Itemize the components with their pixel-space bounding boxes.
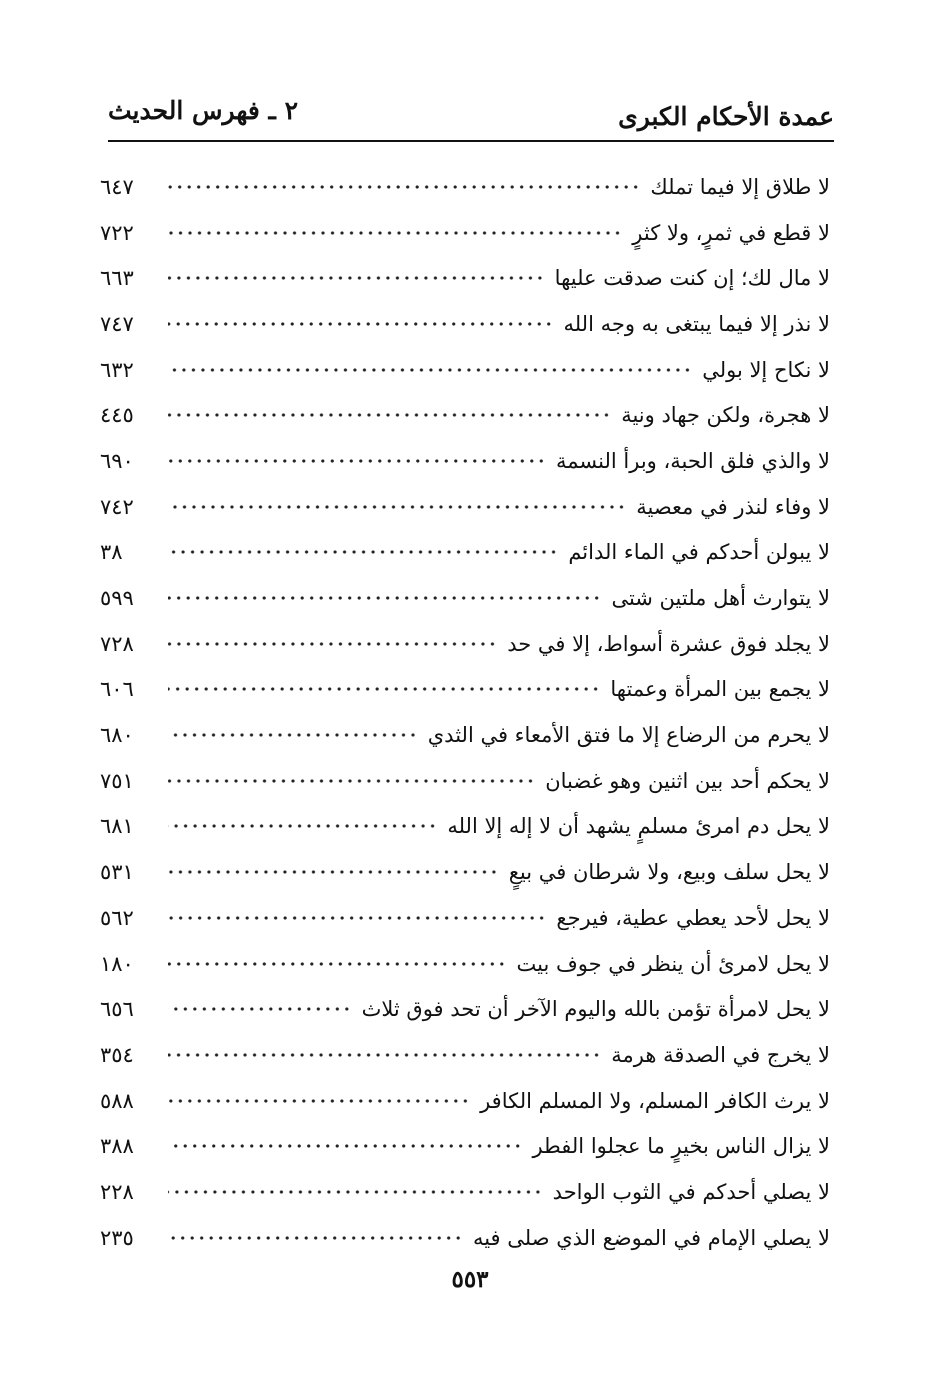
- header-rule: [108, 140, 834, 142]
- dot-leader: [168, 1002, 352, 1016]
- dot-leader: [168, 500, 626, 514]
- entry-page-number: ١٨٠: [100, 951, 134, 976]
- entry-page-number: ٦٨٠: [100, 723, 134, 748]
- dot-leader: [168, 1048, 601, 1062]
- entry-text: لا يحل لامرئ أن ينظر في جوف بيت: [516, 951, 830, 976]
- entry-page-number: ٥٣١: [100, 860, 134, 885]
- dot-leader: [168, 728, 418, 742]
- index-entry: [100, 1169, 830, 1215]
- section-title: ٢ ـ فهرس الحديث: [108, 96, 298, 125]
- dot-leader: [168, 1231, 463, 1245]
- dot-leader: [168, 1139, 522, 1153]
- entry-text: لا يزال الناس بخيرٍ ما عجلوا الفطر: [532, 1134, 830, 1159]
- index-entry: [100, 210, 830, 256]
- index-entry: [100, 758, 830, 804]
- dot-leader: [168, 682, 600, 696]
- dot-leader: [168, 637, 497, 651]
- index-entry: [100, 621, 830, 667]
- entry-page-number: ٣٨: [100, 540, 123, 565]
- dot-leader: [168, 226, 622, 240]
- dot-leader: [168, 1185, 543, 1199]
- entry-text: لا نكاح إلا بولي: [702, 357, 830, 382]
- entry-page-number: ٧٤٧: [100, 311, 134, 336]
- entry-text: لا قطع في ثمرٍ، ولا كثرٍ: [632, 220, 830, 245]
- entry-page-number: ٦٠٦: [100, 677, 134, 702]
- entry-page-number: ٤٤٥: [100, 403, 134, 428]
- entry-text: لا يصلي أحدكم في الثوب الواحد: [552, 1179, 830, 1204]
- index-entry: [100, 255, 830, 301]
- dot-leader: [168, 454, 546, 468]
- entry-page-number: ٣٨٨: [100, 1134, 134, 1159]
- entry-text: لا والذي فلق الحبة، وبرأ النسمة: [556, 448, 830, 473]
- dot-leader: [168, 271, 545, 285]
- entry-page-number: ٥٨٨: [100, 1088, 134, 1113]
- index-entry: [100, 941, 830, 987]
- entry-text: لا يرث الكافر المسلم، ولا المسلم الكافر: [480, 1088, 830, 1113]
- dot-leader: [168, 957, 507, 971]
- entry-text: لا يحل لأحد يعطي عطية، فيرجع: [556, 905, 830, 930]
- dot-leader: [168, 774, 535, 788]
- dot-leader: [168, 911, 546, 925]
- entry-page-number: ٦٩٠: [100, 448, 134, 473]
- index-entry: [100, 530, 830, 576]
- index-entry: [100, 1123, 830, 1169]
- entry-text: لا يتوارث أهل ملتين شتى: [611, 586, 830, 611]
- entry-page-number: ٦٨١: [100, 814, 134, 839]
- index-entry: [100, 804, 830, 850]
- entry-page-number: ٣٥٤: [100, 1042, 134, 1067]
- index-entry: [100, 301, 830, 347]
- entry-page-number: ٦٣٢: [100, 357, 134, 382]
- index-entry: [100, 1032, 830, 1078]
- entry-text: لا طلاق إلا فيما تملك: [650, 174, 830, 199]
- dot-leader: [168, 819, 437, 833]
- index-entry: [100, 575, 830, 621]
- dot-leader: [168, 180, 640, 194]
- index-entry: [100, 347, 830, 393]
- hadith-index-list: [100, 164, 830, 1261]
- entry-text: لا مال لك؛ إن كنت صدقت عليها: [554, 266, 830, 291]
- entry-page-number: ٦٥٦: [100, 997, 134, 1022]
- entry-text: لا نذر إلا فيما يبتغى به وجه الله: [563, 311, 830, 336]
- entry-page-number: ٥٩٩: [100, 586, 134, 611]
- entry-text: لا يخرج في الصدقة هرمة: [611, 1042, 830, 1067]
- index-entry: [100, 164, 830, 210]
- entry-text: لا يحل دم امرئ مسلمٍ يشهد أن لا إله إلا الله: [447, 814, 830, 839]
- entry-text: لا يصلي الإمام في الموضع الذي صلى فيه: [472, 1225, 830, 1250]
- index-entry: [100, 712, 830, 758]
- entry-page-number: ٢٣٥: [100, 1225, 134, 1250]
- index-entry: [100, 484, 830, 530]
- dot-leader: [168, 363, 692, 377]
- dot-leader: [168, 408, 611, 422]
- entry-page-number: ٧٤٢: [100, 494, 134, 519]
- entry-text: لا يجلد فوق عشرة أسواط، إلا في حد: [507, 631, 830, 656]
- entry-text: لا يحل لامرأة تؤمن بالله واليوم الآخر أن تحد فوق ثلاث: [361, 997, 830, 1022]
- entry-text: لا يبولن أحدكم في الماء الدائم: [568, 540, 830, 565]
- entry-page-number: ٧٢٨: [100, 631, 134, 656]
- index-entry: [100, 1215, 830, 1261]
- index-entry: [100, 1078, 830, 1124]
- index-entry: [100, 895, 830, 941]
- entry-page-number: ٢٢٨: [100, 1179, 134, 1204]
- dot-leader: [168, 865, 499, 879]
- index-entry: [100, 849, 830, 895]
- running-header: [108, 94, 834, 138]
- entry-text: لا يحكم أحد بين اثنين وهو غضبان: [545, 768, 830, 793]
- entry-text: لا يجمع بين المرأة وعمتها: [610, 677, 830, 702]
- entry-page-number: ٦٤٧: [100, 174, 134, 199]
- index-entry: [100, 392, 830, 438]
- dot-leader: [168, 545, 558, 559]
- entry-page-number: ٧٢٢: [100, 220, 134, 245]
- dot-leader: [168, 317, 553, 331]
- index-entry: [100, 986, 830, 1032]
- entry-text: لا يحل سلف وبيع، ولا شرطان في بيعٍ: [508, 860, 830, 885]
- dot-leader: [168, 591, 601, 605]
- index-entry: [100, 667, 830, 713]
- dot-leader: [168, 1094, 470, 1108]
- page-number: ٥٥٣: [451, 1266, 489, 1293]
- entry-page-number: ٥٦٢: [100, 905, 134, 930]
- entry-text: لا وفاء لنذر في معصية: [636, 494, 830, 519]
- index-entry: [100, 438, 830, 484]
- entry-text: لا يحرم من الرضاع إلا ما فتق الأمعاء في الثدي: [427, 723, 830, 748]
- entry-page-number: ٦٦٣: [100, 266, 134, 291]
- entry-text: لا هجرة، ولكن جهاد ونية: [621, 403, 830, 428]
- entry-page-number: ٧٥١: [100, 768, 134, 793]
- book-title: عمدة الأحكام الكبرى: [618, 102, 834, 131]
